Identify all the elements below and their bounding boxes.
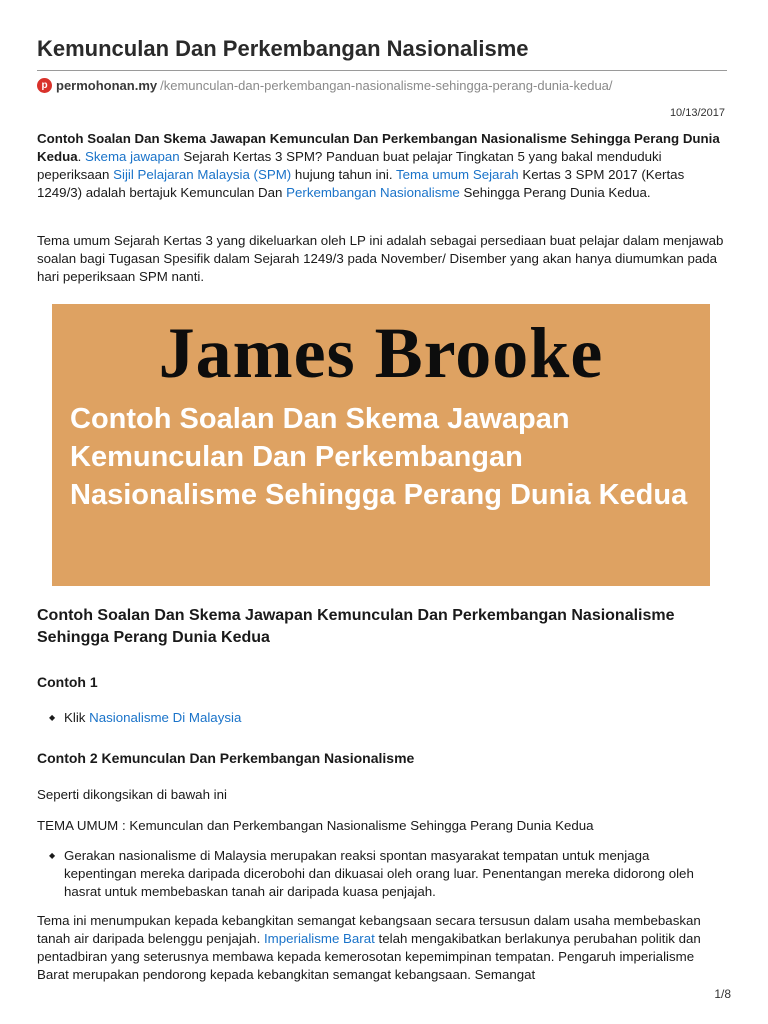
intro-paragraph (37, 130, 727, 202)
intro-text-3: hujung tahun ini. (291, 167, 396, 182)
section-heading-main: Contoh Soalan Dan Skema Jawapan Kemunculan Dan Perkembangan Nasionalisme Sehingga Perang Dunia Kedua (37, 607, 675, 646)
contoh-1-list (37, 709, 717, 727)
list-item: ◆ Gerakan nasionalisme di Malaysia merupakan reaksi spontan masyarakat tempatan untuk menjaga kepentingan mereka daripada dicerobohi dan dikuasai oleh orang luar. Penentangan mereka didorong oleh hasrat untuk membebaskan tanah air daripada kuasa penjajah. (37, 847, 717, 901)
banner-title: James Brooke (158, 313, 604, 393)
contoh-1-heading: Contoh 1 (37, 674, 98, 690)
source-line (37, 78, 613, 93)
link-skema-jawapan[interactable]: Skema jawapan (85, 149, 180, 164)
tema-umum-line: TEMA UMUM : Kemunculan dan Perkembangan Nasionalisme Sehingga Perang Dunia Kedua (37, 818, 594, 833)
imperialisme-text-2: telah mengakibatkan berlakunya perubahan politik dan pentadbiran yang seterusnya membawa kepada kemerosotan kepemimpinan tempatan. Pengaruh imperialisme Barat merupakan pendorong kepada kebangkitan semangat kebangsaan. Semangat (37, 931, 701, 982)
contoh-2-heading: Contoh 2 Kemunculan Dan Perkembangan Nasionalisme (37, 750, 415, 766)
link-spm[interactable]: Sijil Pelajaran Malaysia (SPM) (113, 167, 292, 182)
banner-subtitle (70, 400, 700, 514)
intro-text-4: Kertas 3 SPM 2017 (Kertas 1249/3) adalah bertajuk Kemunculan Dan (37, 167, 685, 200)
link-imperialisme-barat[interactable]: Imperialisme Barat (263, 931, 375, 946)
page-title: Kemunculan Dan Perkembangan Nasionalisme (37, 36, 529, 61)
title-divider (37, 70, 727, 71)
source-site-name[interactable]: permohonan.my (56, 78, 158, 93)
intro-text-5: Sehingga Perang Dunia Kedua. (459, 185, 651, 200)
permohonan-logo-icon: p (37, 78, 52, 93)
banner-line-2: Kemunculan Dan Perkembangan (70, 441, 523, 473)
link-tema-umum-sejarah[interactable]: Tema umum Sejarah (395, 167, 519, 182)
contoh-2-list (37, 847, 717, 901)
page-number: 1/8 (714, 987, 731, 1001)
link-nasionalisme-di-malaysia[interactable]: Nasionalisme Di Malaysia (89, 710, 242, 725)
intro-bold-text: Contoh Soalan Dan Skema Jawapan Kemunculan Dan Perkembangan Nasionalisme Sehingga Perang Dunia Kedua (37, 131, 720, 164)
tema-paragraph: Tema umum Sejarah Kertas 3 yang dikeluarkan oleh LP ini adalah sebagai persediaan buat pelajar dalam menjawab soalan bagi Tugasan Spesifik dalam Sejarah 1249/3 pada November/ Disember yang akan hanya diumumkan pada hari peperiksaan SPM nanti. (37, 233, 724, 284)
imperialisme-paragraph (37, 912, 727, 984)
intro-text-2: Sejarah Kertas 3 SPM? Panduan buat pelajar Tingkatan 5 yang bakal menduduki peperiksaan (37, 149, 662, 182)
banner-line-3: Nasionalisme Sehingga Perang Dunia Kedua (70, 479, 688, 511)
banner-line-1: Contoh Soalan Dan Skema Jawapan (70, 403, 570, 435)
post-date: 10/13/2017 (669, 107, 725, 119)
list-item-prefix: Klik (64, 710, 90, 725)
list-item (37, 709, 717, 727)
link-perkembangan-nasionalisme[interactable]: Perkembangan Nasionalisme (286, 185, 460, 200)
imperialisme-text-1: Tema ini menumpukan kepada kebangkitan semangat kebangsaan secara tersusun dalam usaha membebaskan tanah air daripada belenggu penjajah. (37, 913, 701, 946)
contoh-2-intro: Seperti dikongsikan di bawah ini (37, 787, 227, 802)
source-url-path[interactable]: /kemunculan-dan-perkembangan-nasionalisme-sehingga-perang-dunia-kedua/ (160, 78, 613, 93)
intro-text-1: . (77, 149, 86, 164)
james-brooke-banner-image (52, 304, 710, 586)
